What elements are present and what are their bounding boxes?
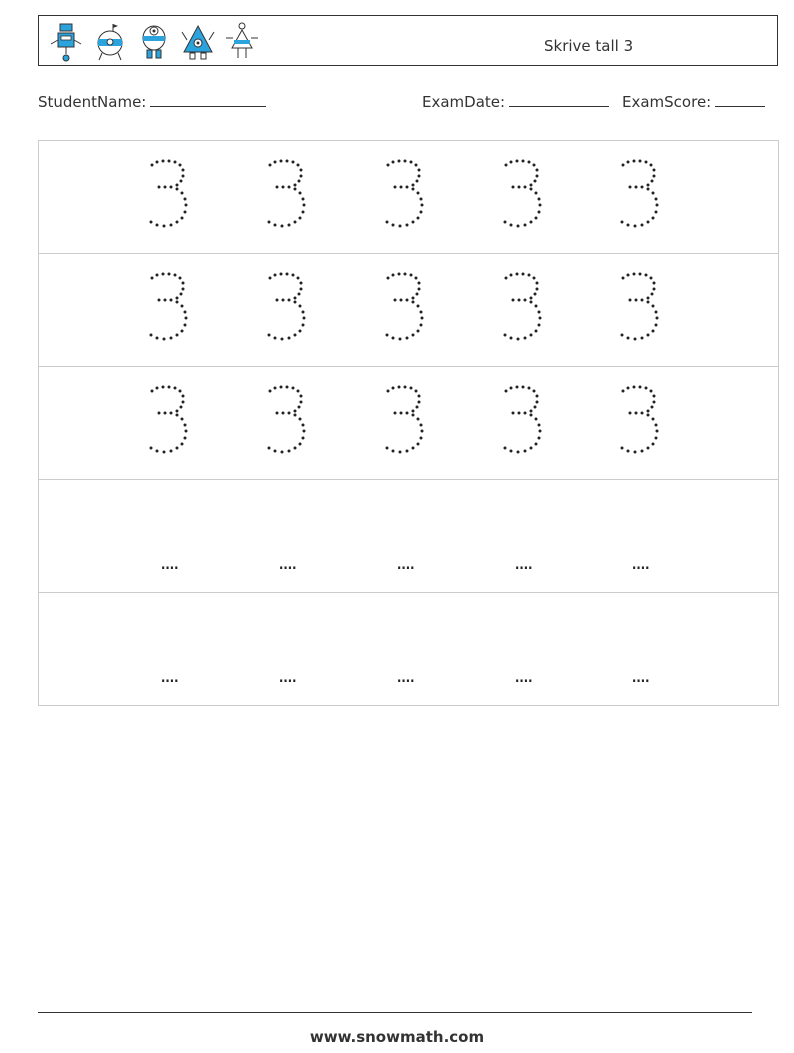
trace-digit-3[interactable]	[617, 272, 663, 348]
dotted-digit	[264, 272, 310, 344]
trace-digit-3[interactable]	[382, 385, 428, 461]
blank-marker: ....	[278, 663, 296, 687]
exam-score-field[interactable]	[622, 93, 765, 111]
robot-1-icon	[47, 20, 85, 64]
blank-marker: ....	[631, 663, 649, 687]
student-name-field[interactable]	[38, 93, 266, 111]
footer-divider	[38, 1012, 752, 1013]
dotted-digit	[146, 272, 192, 344]
practice-grid	[38, 140, 779, 706]
trace-digit-3[interactable]	[382, 159, 428, 235]
dotted-digit	[500, 385, 546, 457]
trace-digit-3[interactable]	[617, 159, 663, 235]
trace-digit-3[interactable]	[146, 272, 192, 348]
trace-row	[39, 367, 778, 480]
worksheet-title: Skrive tall 3	[544, 37, 634, 55]
dotted-digit	[617, 159, 663, 231]
blank-marker: ....	[631, 550, 649, 574]
robot-5-icon	[223, 20, 261, 64]
trace-digit-3[interactable]	[500, 385, 546, 461]
trace-digit-3[interactable]	[382, 272, 428, 348]
blank-marker: ....	[396, 550, 414, 574]
blank-marker: ....	[278, 550, 296, 574]
blank-marker: ....	[160, 550, 178, 574]
dotted-digit	[382, 385, 428, 457]
dotted-digit	[146, 159, 192, 231]
blank-marker: ....	[396, 663, 414, 687]
blank-marker: ....	[160, 663, 178, 687]
dotted-digit	[264, 385, 310, 457]
trace-row	[39, 254, 778, 367]
student-name-label: StudentName:	[38, 93, 147, 111]
robot-2-icon	[91, 20, 129, 64]
dotted-digit	[617, 272, 663, 344]
exam-score-label: ExamScore:	[622, 93, 712, 111]
trace-digit-3[interactable]	[617, 385, 663, 461]
robot-3-icon	[135, 20, 173, 64]
dotted-digit	[382, 272, 428, 344]
exam-score-line[interactable]	[715, 94, 765, 107]
trace-digit-3[interactable]	[500, 159, 546, 235]
trace-digit-3[interactable]	[264, 272, 310, 348]
robot-4-icon	[179, 20, 217, 64]
dotted-digit	[617, 385, 663, 457]
practice-row	[39, 480, 778, 593]
exam-date-line[interactable]	[509, 94, 609, 107]
dotted-digit	[382, 159, 428, 231]
dotted-digit	[500, 272, 546, 344]
dotted-digit	[146, 385, 192, 457]
trace-digit-3[interactable]	[500, 272, 546, 348]
trace-digit-3[interactable]	[146, 159, 192, 235]
trace-digit-3[interactable]	[264, 159, 310, 235]
student-name-line[interactable]	[150, 94, 266, 107]
blank-marker: ....	[514, 663, 532, 687]
dotted-digit	[264, 159, 310, 231]
exam-date-label: ExamDate:	[422, 93, 506, 111]
practice-row	[39, 593, 778, 706]
worksheet-header	[38, 15, 778, 66]
trace-digit-3[interactable]	[264, 385, 310, 461]
dotted-digit	[500, 159, 546, 231]
blank-marker: ....	[514, 550, 532, 574]
robot-icons	[47, 20, 261, 64]
exam-date-field[interactable]	[422, 93, 609, 111]
trace-row	[39, 141, 778, 254]
footer-url: www.snowmath.com	[309, 1028, 485, 1046]
trace-digit-3[interactable]	[146, 385, 192, 461]
